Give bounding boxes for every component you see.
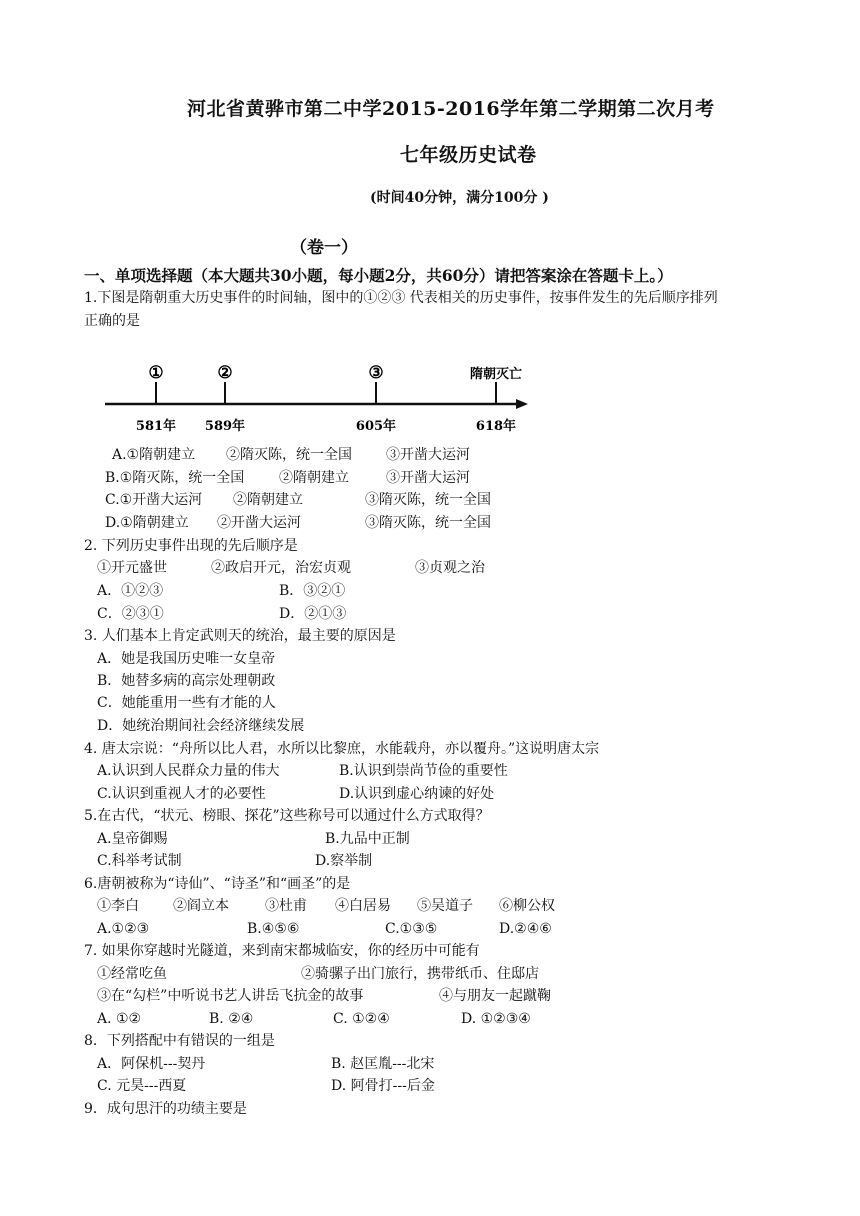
section-heading: 一、单项选择题（本大题共30小题，每小题2分，共60分）请把答案涂在答题卡上。） [84,266,673,285]
q4-options-row1: A.认识到人民群众力量的伟大 B.认识到崇尚节俭的重要性 [97,763,508,779]
q3-option-a: A．她是我国历史唯一女皇帝 [97,651,276,667]
q2-options-row1: A．①②③ B．③②① [97,583,346,599]
q5-options-row1: A.皇帝御赐 B.九品中正制 [97,831,410,847]
question-7-stem: 7. 如果你穿越时光隧道，来到南宋都城临安，你的经历中可能有 [84,943,480,959]
q5-options-row2: C.科举考试制 D.察举制 [97,853,373,869]
question-4-stem: 4. 唐太宗说：“舟所以比人君，水所以比黎庶，水能载舟，亦以覆舟。”这说明唐太宗 [84,741,600,757]
q7-items-row1: ①经常吃鱼 ②骑骡子出门旅行，携带纸币、住邸店 [97,966,539,982]
timeline-year-label: 581年 [135,419,177,434]
question-1-stem: 1.下图是隋朝重大历史事件的时间轴，图中的①②③ 代表相关的历史事件，按事件发生的先后顺序排列 [84,290,718,306]
q7-items-row2: ③在“勾栏”中听说书艺人讲岳飞抗金的故事 ④与朋友一起蹴鞠 [97,988,551,1004]
timeline-event-label: ③ [368,363,384,383]
q3-option-c: C．她能重用一些有才能的人 [97,695,276,711]
q1-option-a: A.①隋朝建立 ②隋灭陈，统一全国 ③开凿大运河 [112,447,470,463]
q7-options: A. ①② B. ②④ C. ①②④ D. ①②③④ [97,1011,531,1027]
q2-items: ①开元盛世 ②政启开元，治宏贞观 ③贞观之治 [97,560,485,576]
volume-label: （卷一） [290,238,358,258]
question-3-stem: 3. 人们基本上肯定武则天的统治，最主要的原因是 [84,628,396,644]
q1-option-b: B.①隋灭陈，统一全国 ②隋朝建立 ③开凿大运河 [105,470,470,486]
question-2-stem: 2. 下列历史事件出现的先后顺序是 [84,538,298,554]
q2-options-row2: C．②③① D．②①③ [97,606,347,622]
timeline-event-label: ① [148,363,164,383]
question-1-stem-cont: 正确的是 [84,313,140,329]
timeline-year-label: 605年 [355,419,397,434]
sui-timeline [100,350,540,440]
timeline-year-label: 589年 [204,419,246,434]
q3-option-d: D．她统治期间社会经济继续发展 [97,718,305,734]
q4-options-row2: C.认识到重视人才的必要性 D.认识到虚心纳谏的好处 [97,786,495,802]
timeline-event-label: 隋朝灭亡 [469,367,523,382]
exam-title: 河北省黄骅市第二中学2015-2016学年第二学期第二次月考 [187,98,715,120]
timeline-year-label: 618年 [475,419,517,434]
question-6-stem: 6.唐朝被称为“诗仙”、“诗圣”和“画圣”的是 [84,876,351,892]
q8-options-row2: C. 元昊---西夏 D. 阿骨打---后金 [97,1078,435,1094]
time-note: (时间40分钟，满分100分 ) [370,190,549,206]
q8-options-row1: A．阿保机---契丹 B. 赵匡胤---北宋 [97,1056,435,1072]
q3-option-b: B．她替多病的高宗处理朝政 [97,673,276,689]
q6-items: ①李白 ②阎立本 ③杜甫 ④白居易 ⑤吴道子 ⑥柳公权 [97,898,555,914]
exam-subtitle: 七年级历史试卷 [400,144,537,166]
question-8-stem: 8．下列搭配中有错误的一组是 [84,1033,275,1049]
q6-options: A.①②③ B.④⑤⑥ C.①③⑤ D.②④⑥ [97,921,552,937]
timeline-arrow [516,399,528,409]
q1-option-c: C.①开凿大运河 ②隋朝建立 ③隋灭陈，统一全国 [105,492,491,508]
timeline-event-label: ② [217,363,233,383]
q1-option-d: D.①隋朝建立 ②开凿大运河 ③隋灭陈，统一全国 [105,515,491,531]
question-5-stem: 5.在古代，“状元、榜眼、探花”这些称号可以通过什么方式取得？ [84,808,490,824]
question-9-stem: 9．成句思汗的功绩主要是 [84,1101,247,1117]
